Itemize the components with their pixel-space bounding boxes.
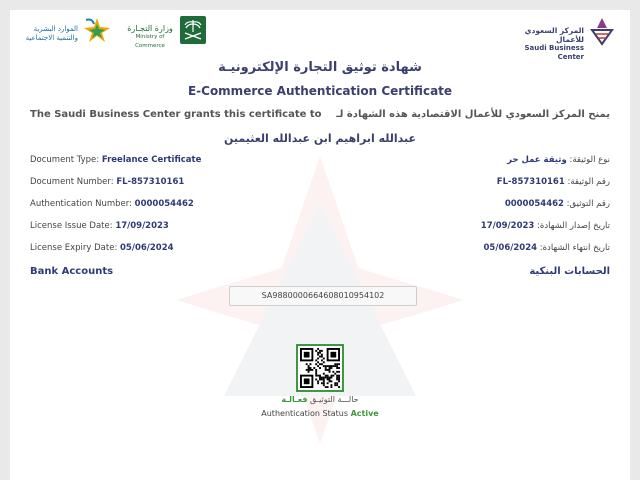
ministry-name-ar: وزارة التجـارة	[127, 24, 173, 33]
field-expiry-date-en	[30, 243, 174, 253]
status-value-ar: فعـالـة	[281, 395, 308, 404]
field-label: نوع الوثيقة:	[569, 155, 610, 165]
field-authentication-number-ar	[505, 199, 610, 209]
field-label: Authentication Number:	[30, 199, 132, 209]
field-document-type-ar	[507, 155, 610, 165]
hrsd-line2: والتنمية الاجتماعية	[25, 34, 78, 42]
field-document-type-en	[30, 155, 201, 165]
status-value-en: Active	[350, 409, 379, 418]
field-issue-date-en	[30, 221, 169, 231]
sbc-name-en: Saudi Business Center	[524, 44, 584, 61]
sbc-emblem-icon	[588, 16, 616, 46]
field-label: تاريخ إصدار الشهادة:	[537, 221, 610, 231]
holder-name: عبدالله ابراهيم ابن عبدالله العثيمين	[223, 132, 417, 145]
iban-field: SA9880000664608010954102	[229, 286, 417, 306]
field-issue-date-ar	[481, 221, 610, 231]
field-label: رقم التوثيق:	[566, 199, 610, 209]
field-label: Document Number:	[30, 177, 114, 187]
field-value: 05/06/2024	[120, 243, 174, 253]
field-value: 0000054462	[504, 199, 564, 209]
field-label: تاريخ انتهاء الشهادة:	[539, 243, 610, 253]
field-label: License Issue Date:	[30, 221, 113, 231]
field-label: رقم الوثيقة:	[567, 177, 610, 187]
sbc-name-ar: المركز السعودي للأعمال	[524, 26, 584, 44]
bank-accounts-heading-en: Bank Accounts	[30, 266, 114, 277]
status-english	[10, 409, 630, 418]
title-arabic: شهادة توثيق التجارة الإلكترونيـة	[218, 60, 422, 75]
field-authentication-number-en	[30, 199, 194, 209]
field-value: FL-857310161	[116, 177, 185, 187]
bank-accounts-heading-ar: الحسابات البنكية	[529, 266, 610, 277]
title-english: E-Commerce Authentication Certificate	[187, 84, 453, 98]
field-label: License Expiry Date:	[30, 243, 118, 253]
status-label-ar: حالـــة التوثيـق	[310, 395, 359, 404]
hrsd-line1: الموارد البشرية	[33, 25, 78, 33]
field-label: Document Type:	[30, 155, 100, 165]
status-arabic	[10, 395, 630, 404]
field-value: 17/09/2023	[480, 221, 535, 231]
palm-swords-icon	[180, 16, 206, 44]
field-document-number-ar	[497, 177, 610, 187]
grant-text-english: The Saudi Business Center grants this certificate to	[30, 109, 322, 120]
qr-code-icon	[300, 348, 340, 388]
field-value: 17/09/2023	[115, 221, 169, 231]
field-expiry-date-ar	[484, 243, 611, 253]
field-value: 05/06/2024	[483, 243, 538, 253]
field-value: FL-857310161	[496, 177, 565, 187]
qr-code[interactable]	[296, 344, 344, 392]
field-value: 0000054462	[134, 199, 194, 209]
certificate	[10, 10, 630, 480]
hrsd-emblem-icon	[80, 16, 114, 44]
field-document-number-en	[30, 177, 184, 187]
field-value: Freelance Certificate	[101, 155, 202, 165]
grant-text-arabic: يمنح المركز السعودي للأعمال الاقتصادية هذه الشهادة لـ	[336, 109, 610, 120]
status-label-en: Authentication Status	[261, 409, 349, 418]
field-value: وثيقة عمل حر	[507, 155, 567, 165]
ministry-name-en: Ministry of Commerce	[135, 34, 165, 49]
